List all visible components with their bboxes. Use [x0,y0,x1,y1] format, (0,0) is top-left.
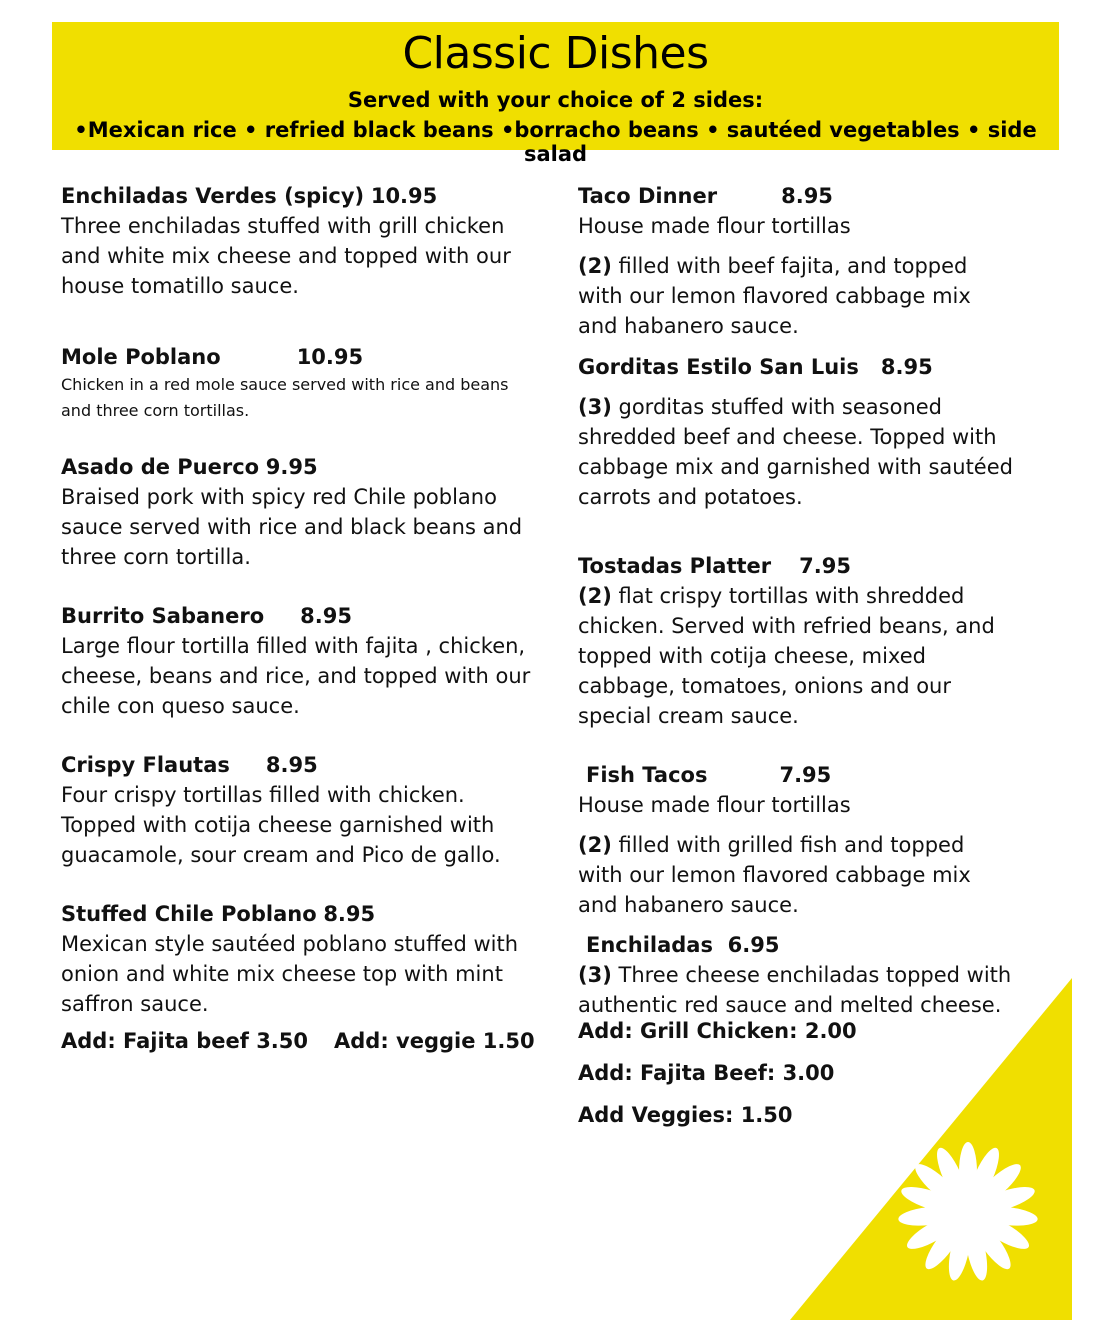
sides-list: •Mexican rice • refried black beans •borracho beans • sautéed vegetables • side salad [74,118,1037,166]
item-description: House made flour tortillas [578,793,851,817]
item-name: Asado de Puerco [61,455,260,479]
menu-item-asado-de-puerco [61,452,541,572]
menu-item-crispy-flautas [61,750,541,870]
item-name: Stuffed Chile Poblano [61,902,317,926]
item-price: 9.95 [265,455,318,479]
item-description: filled with beef fajita, and topped with our lemon flavored cabbage mix and habanero sauce. [578,254,971,338]
item-count: (3) [578,395,612,419]
menu-item-stuffed-chile-poblano [61,899,541,1019]
item-price: 7.95 [799,554,851,578]
menu-item-enchiladas [578,930,1028,1020]
item-price: 8.95 [880,355,933,379]
add-fajita-beef: Add: Fajita beef 3.50 [61,1029,309,1053]
add-veggies: Add Veggies: 1.50 [578,1103,793,1127]
item-name: Tostadas Platter [578,554,772,578]
menu-item-mole-poblano [61,342,541,424]
add-grill-chicken: Add: Grill Chicken: 2.00 [578,1019,857,1043]
sides-intro: Served with your choice of 2 sides: [347,88,764,112]
item-description: House made flour tortillas [578,214,851,238]
item-description: gorditas stuffed with seasoned shredded beef and cheese. Topped with cabbage mix and garnished with sautéed carrots and potatoes. [578,395,1013,509]
menu-item-tostadas-platter [578,551,1028,731]
item-count: (2) [578,254,612,278]
item-price: 6.95 [727,933,780,957]
item-price: 7.95 [779,763,832,787]
item-name: Enchiladas Verdes (spicy) [61,184,365,208]
item-price: 10.95 [296,345,364,369]
menu-item-gorditas [578,352,1028,512]
item-name: Burrito Sabanero [61,604,265,628]
item-description: flat crispy tortillas with shredded chicken. Served with refried beans, and topped with cotija cheese, mixed cabbage, tomatoes, onions and our special cream sauce. [578,584,995,728]
page-title: Classic Dishes [402,28,709,79]
item-count: (3) [578,963,612,987]
item-price: 8.95 [265,753,318,777]
item-name: Taco Dinner [578,184,718,208]
item-count: (2) [578,833,612,857]
item-description: Three enchiladas stuffed with grill chicken and white mix cheese and topped with our house tomatillo sauce. [61,214,511,298]
item-name: Mole Poblano [61,345,221,369]
menu-item-fish-tacos [578,760,1028,920]
item-description: filled with grilled fish and topped with our lemon flavored cabbage mix and habanero sauce. [578,833,971,917]
add-veggie: Add: veggie 1.50 [334,1029,535,1053]
item-description: Three cheese enchiladas topped with authentic red sauce and melted cheese. [578,963,1012,1017]
item-name: Enchiladas [586,933,713,957]
item-name: Fish Tacos [586,763,708,787]
menu-item-taco-dinner [578,181,1028,341]
item-name: Crispy Flautas [61,753,230,777]
item-description: Four crispy tortillas filled with chicken. Topped with cotija cheese garnished with guacamole, sour cream and Pico de gallo. [61,783,501,867]
item-description: Braised pork with spicy red Chile poblano sauce served with rice and black beans and three corn tortilla. [61,485,523,569]
menu-header [52,22,1059,166]
item-count: (2) [578,584,612,608]
item-price: 10.95 [370,184,438,208]
menu-item-burrito-sabanero [61,601,541,721]
item-description: Mexican style sautéed poblano stuffed with onion and white mix cheese top with mint saffron sauce. [61,932,519,1016]
item-name: Gorditas Estilo San Luis [578,355,859,379]
item-price: 8.95 [781,184,833,208]
item-description: Chicken in a red mole sauce served with rice and beans and three corn tortillas. [61,375,509,420]
add-fajita-beef-right: Add: Fajita Beef: 3.00 [578,1061,835,1085]
item-price: 8.95 [300,604,352,628]
menu-item-enchiladas-verdes [61,181,541,301]
item-description: Large flour tortilla filled with fajita , chicken, cheese, beans and rice, and topped with our chile con queso sauce. [61,634,531,718]
item-price: 8.95 [323,902,376,926]
